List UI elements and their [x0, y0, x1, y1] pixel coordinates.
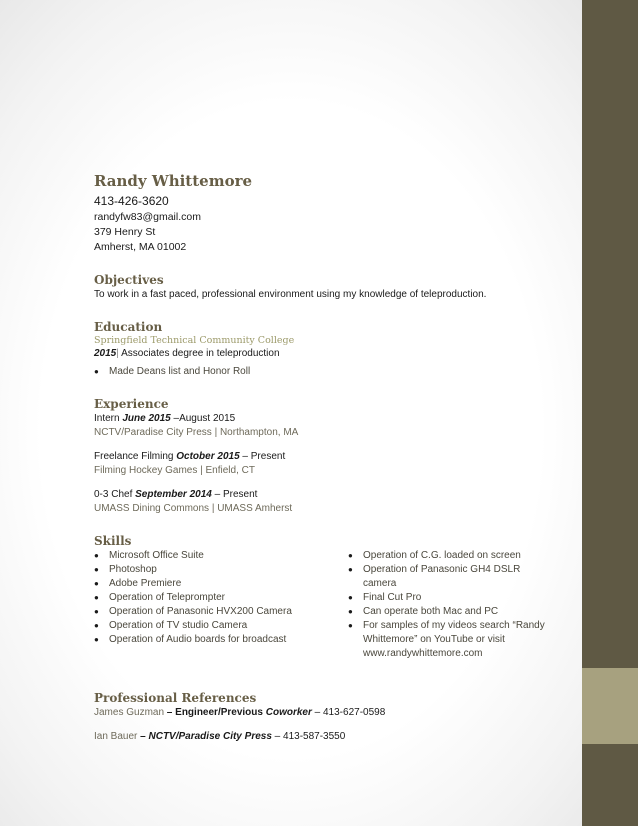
- bullet-icon: ●: [348, 593, 353, 602]
- degree-name: Associates degree in teleproduction: [118, 348, 280, 359]
- job-dates: September 2014: [135, 489, 212, 500]
- degree-year: 2015: [94, 348, 117, 359]
- job-role: 0-3 Chef: [94, 489, 136, 500]
- job-title-line: [94, 412, 564, 426]
- reference-separator: –: [164, 707, 176, 718]
- list-item: ● Photoshop: [94, 564, 157, 575]
- list-item: ● Operation of Teleprompter: [94, 592, 225, 603]
- job-title-line: [94, 450, 564, 464]
- skills-section: [94, 534, 564, 661]
- job-entry: [94, 450, 564, 478]
- list-item: ● Operation of Panasonic HVX200 Camera: [94, 606, 292, 617]
- bullet-icon: ●: [94, 607, 99, 616]
- street-address: 379 Henry St: [94, 226, 156, 238]
- references-section: [94, 691, 564, 744]
- list-item: ● Can operate both Mac and PC: [348, 606, 499, 617]
- degree-separator: |: [116, 348, 119, 359]
- bullet-icon: ●: [94, 593, 99, 602]
- city-address: Amherst, MA 01002: [94, 241, 187, 253]
- job-role: Intern: [94, 413, 123, 424]
- job-place: UMASS Dining Commons | UMASS Amherst: [94, 503, 293, 514]
- bullet-icon: ●: [94, 565, 99, 574]
- bullet-icon: ●: [348, 565, 353, 574]
- objectives-title: Objectives: [94, 273, 164, 287]
- education-bullets: [94, 365, 564, 379]
- bullet-icon: ●: [94, 367, 99, 376]
- decorative-sidebar-accent: [582, 668, 638, 744]
- bullet-icon: ●: [94, 551, 99, 560]
- reference-entry: [94, 730, 564, 744]
- bullet-icon: ●: [348, 607, 353, 616]
- bullet-icon: ●: [348, 551, 353, 560]
- school-name: Springfield Technical Community College: [94, 335, 295, 346]
- job-dates-rest: – Present: [211, 489, 258, 500]
- reference-phone: – 413-627-0598: [311, 707, 386, 718]
- reference-phone: – 413-587-3550: [271, 731, 346, 742]
- email-address: randyfw83@gmail.com: [94, 211, 201, 223]
- job-entry: [94, 488, 564, 516]
- skills-columns: [94, 549, 564, 661]
- list-item: ● Adobe Premiere: [94, 578, 182, 589]
- bullet-icon: ●: [94, 579, 99, 588]
- list-item: ● Operation of Audio boards for broadcast: [94, 634, 287, 645]
- list-item: ● Microsoft Office Suite: [94, 550, 204, 561]
- job-dates: June 2015: [122, 413, 171, 424]
- list-item: ● Final Cut Pro: [348, 592, 422, 603]
- reference-name: Ian Bauer: [94, 731, 138, 742]
- bullet-icon: ●: [348, 621, 353, 630]
- job-place: NCTV/Paradise City Press | Northampton, MA: [94, 427, 299, 438]
- job-role: Freelance Filming: [94, 451, 177, 462]
- job-dates-rest: – Present: [239, 451, 286, 462]
- skills-title: Skills: [94, 534, 132, 548]
- bullet-icon: ●: [94, 621, 99, 630]
- job-dates-rest: –August 2015: [170, 413, 236, 424]
- job-title-line: [94, 488, 564, 502]
- list-item: ● For samples of my videos search “Randy Whittemore” on YouTube or visit www.randywhittemore.com: [348, 620, 545, 659]
- resume-content: [94, 172, 564, 744]
- list-item: ● Operation of Panasonic GH4 DSLR camera: [348, 564, 521, 589]
- education-title: Education: [94, 320, 163, 334]
- bullet-icon: ●: [94, 635, 99, 644]
- objectives-text: To work in a fast paced, professional environment using my knowledge of teleproduction.: [94, 289, 487, 300]
- education-section: [94, 320, 564, 379]
- reference-title-italic: NCTV/Paradise City Press: [148, 731, 272, 742]
- references-title: Professional References: [94, 691, 257, 705]
- experience-section: [94, 397, 564, 516]
- reference-separator: –: [137, 731, 149, 742]
- job-place: Filming Hockey Games | Enfield, CT: [94, 465, 255, 476]
- phone-number: 413-426-3620: [94, 194, 169, 208]
- list-item: ● Made Deans list and Honor Roll: [94, 366, 251, 377]
- list-item: ● Operation of C.G. loaded on screen: [348, 550, 521, 561]
- header-block: [94, 172, 564, 255]
- reference-entry: [94, 706, 564, 720]
- list-item: ● Operation of TV studio Camera: [94, 620, 248, 631]
- reference-title: Engineer/Previous: [175, 707, 266, 718]
- job-dates: October 2015: [176, 451, 240, 462]
- reference-name: James Guzman: [94, 707, 165, 718]
- degree-line: [94, 347, 564, 361]
- job-entry: [94, 412, 564, 440]
- objectives-section: [94, 273, 564, 302]
- experience-title: Experience: [94, 397, 169, 411]
- skills-list-right: [348, 549, 548, 661]
- skills-list-left: [94, 549, 348, 661]
- applicant-name: Randy Whittemore: [94, 172, 253, 190]
- reference-title-italic: Coworker: [265, 707, 312, 718]
